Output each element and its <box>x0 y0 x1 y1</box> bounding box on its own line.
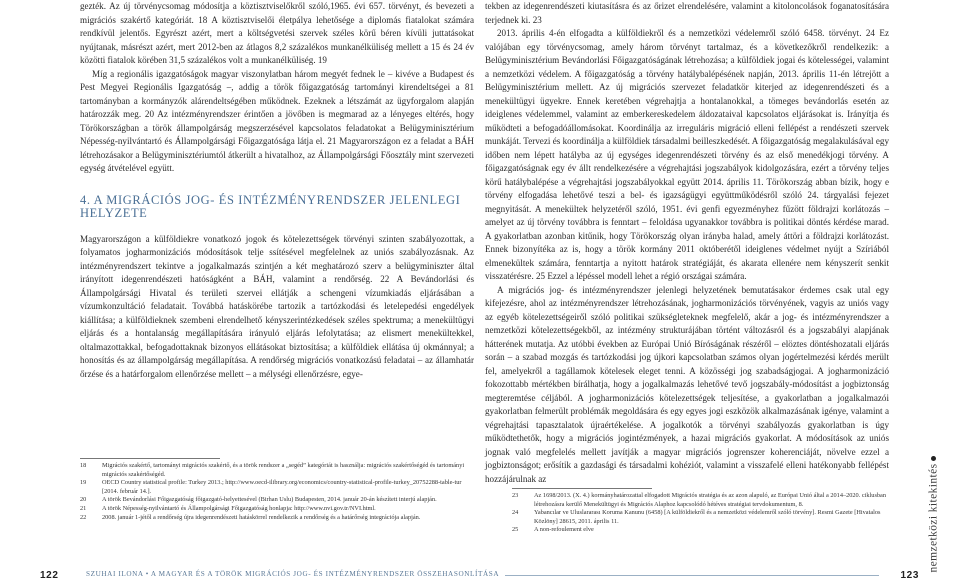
left-column <box>80 0 474 381</box>
footnotes-left <box>80 458 474 522</box>
section-side-tab <box>923 463 943 573</box>
right-paragraph-3: A migrációs jog- és intézményrendszer jelenlegi helyzetének bemutatásakor érdemes csak utal egy kifejezésre, ahol az intézményrendszer létrehozásának, jogharmonizációs törvényének, vagyis az uniós vagy az egyéb kötelezettségeiről szóló politikai szükségleteknek megfelelő, akár a jog- és intézményrendszer a nemzetközi kötelezettségekből, az intézmény strukturájában történt változásról és a jogszabályi alapjának hátterének mutatja. Az utóbbi években az Európai Unió Bíróságának részéről – elöztes döntéshozatali eljárás során – a szabad mozgás és tartózkodási jog újkori kapcsolatban számos olyan jogértelmezési kérdés merült fel, amelyekről a tagállamok kötelesek eleget tenni. A közösségi jog szabadságjogai. A jogharmonizáció fokozottabb mértékben bírálhatja, hogy a jogalkalmazás lehetővé tevő jogszabály-módosítást a jogbiztonság megteremtése céljából. A jogharmonizációs kötelezettségek teljesítése, a gyakorlatban a jogalkalmazói gyakorlatban felmerült problémák megoldására és egy egyes jogi eszközök alkalmazásának igénye, valamint a végrehajtási tapasztalatok újraértékelése. A jogalkotók a törvényi szabályozás gyakorlatban is úgy működtethetők, hogy a migrációs jogintézmények, a hazai migrációs gyakorlat. A módosítások az uniós jognak való megfelelés mellett javítják a magyar migrációs jogrenszer koherenciáját, növelve ezzel a jogbiztonságot; erősítik a gazdasági és társadalmi kohéziót, valamint a visszafelé elleni hatékonyabb fellépést hozzájárulnak az <box>485 284 889 484</box>
left-page-number: 122 <box>36 570 63 581</box>
right-paragraph-1: tekben az idegenrendészeti kiutasításra és az őrizet elrendelésére, valamint a kitoloncolások foganatosítására terjednek ki. 23 <box>485 1 889 25</box>
footnotes-right <box>512 488 889 535</box>
footnote-18: 18 Migrációs szakértő, tartományi migrációs szakértő, és a török rendszer a „segéd” kategóriát is használja: migrációs szakértőségéd és tartományi migrációs szakértőségéd. <box>80 462 465 478</box>
side-tab-label: nemzetközi kitekintés <box>927 463 939 573</box>
page-footer <box>0 570 959 584</box>
left-paragraph-1: gezték. Az új törvénycsomag módosítja a köztisztviselőkről szóló,1965. évi 657. törvényt, és bevezeti a migrációs szakértő kategóriát. 18 A köztisztviselői életpálya lehetősége a diplomás fiatalokat számára rendkívül jelentős. Egyrészt azért, mert a költségvetési szervek széles körű béren kívüli juttatásokat nyújtanak, másrészt azért, mert 2012-ben az átlagos 8,2 százalékos munkanélküliség mellett a 15 és 24 év közötti fiatalok körében 31,5 százalékos volt a munkanélküliség. 19 <box>80 1 474 65</box>
running-title: SZUHAI ILONA • A MAGYAR ÉS A TÖRÖK MIGRÁCIÓS JOG- ÉS INTÉZMÉNYRENDSZER ÖSSZEHASONLÍTÁSA <box>80 570 505 578</box>
left-paragraph-3: Magyarországon a külföldiekre vonatkozó jogok és kötelezettségek törvényi szinten szabályozottak, a folyamatos jogharmonizációs módosítások telje ssítésével megfelelnek az uniós szabályozásnak. Az intézményrendszert tekintve a jogalkalmazás szintjén a két meghatározó szerv a belügyminiszter által irányított idegenrendészeti hatóságként a BÁH, valamint a rendőrség. 22 A Bevándorlási és Állampolgársági Hivatal és területi szervei ellátják a schengeni vízumkiadás eljárásában a vízumkonzultáció feladatait. Továbbá hatáskörébe tartozik a tartózkodási és letelepedési engedélyek kiállítása; a külföldieknek szembeni elrendelhető kényszerintézkedések széles spektruma; a menekültügyi eljárás és a hontalanság megállapítására irányuló eljárás lefolytatása; az elismert menekültekkel, oltalmazottakkal, befogadottaknak bizonyos ellátásokat biztosítása; a külföldiek ellátása új okmánnyal; a honosítás és az állampolgárság megállapítása. A rendőrség migrációs vonatkozású feladatai – az államhatár őrzése és a határforgalom ellenőrzése mellett – a mélységi ellenőrzésre, egye- <box>80 233 474 379</box>
section-heading: 4. A MIGRÁCIÓS JOG- ÉS INTÉZMÉNYRENDSZER JELENLEGI HELYZETE <box>80 192 461 220</box>
footnote-25: 25 A non-refoulement elve <box>512 526 594 534</box>
footnote-22: 22 2008. január 1-jétől a rendőrség újra idegenrendészeti hatáskörrel rendelkezik a rendőrség és a határőrség integrációja alapján. <box>80 513 421 521</box>
right-page-number: 123 <box>897 570 924 581</box>
footnote-24: 24 Yabancılar ve Uluslararası Koruma Kanunu (6458) [A külföldiekről és a nemzetközi védelemről szóló törvény]. Resmi Gazete [Hivatalos Közlöny] 28615, 2011. április 11. <box>512 509 881 525</box>
side-bullet-icon <box>931 456 936 461</box>
footnote-19: 19 OECD Country statistical profile: Turkey 2013.; http://www.oecd-ilibrary.org/economics/country-statistical-profile-turkey_20752288-table-tur [2014. február 14.]. <box>80 479 462 495</box>
footnote-divider <box>80 458 220 459</box>
footnote-23: 23 Az 1698/2013. (X. 4.) kormányhatározattal elfogadott Migrációs stratégia és az azon alapuló, az Európai Unió által a 2014–2020. ciklusban létrehozásra kerülő Menekültügyi és Migrációs Alaphoz kapcsolódó hétéves stratégiai tervdokumentum, 8. <box>512 492 886 508</box>
right-column <box>485 0 889 486</box>
footnote-21: 21 A török Népesség-nyilvántartó és Állampolgársági Főigazgatóság honlapja: http://www.nvi.gov.tr/NVI.html. <box>80 504 376 512</box>
right-paragraph-2: 2013. április 4-én elfogadta a külföldiekről és a nemzetközi védelemről szóló 6458. törvényt. 24 Ez valójában egy törvénycsomag, amely három törvényt tartalmaz, és a következőkről rendelkezik: a Belügyminisztérium Bevándorlási Főigazgatóságának létrehozása; a külföldiek jogai és kötelességei, valamint a nemzetközi védelem. A főigazgatóság a törvény hatálybalépésének napján, 2013. április 11-én létrejött a Belügyminisztérium mellett. Az új migrációs szervezet feladatkör kiterjed az idegenrendészeti és a menekültügyi ügyekre. Ennek keretében végrehajtja a hontalanokkal, a tömeges bevándorlás esetén az ideiglenes védelemmel, valamint az emberkereskedelem áldozataival kapcsolatos eljárásokat is. Irányítja és működteti a befogadóállomásokat. Koordinálja az irreguláris migráció elleni fellépést a rendészeti szervek munkáját. Tervezi és koordinálja a külföldiek társadalmi beilleszkedését. A főigazgatóság megalakulásával egy időben nem lépett hatályba az új egységes idegenrendészeti törvény és az első menedékjogi törvény. A főigazgatóságnak egy év állt rendelkezésére a végrehajtási jogszabályok kidolgozására, ezért a törvény teljes körű hatálybalépése a végrehajtási jogszabályokkal együtt 2014. április 11. Törökország abban bízik, hogy e törvény elfogadása lehetővé teszi a bel- és igazságügyi együttműködésről szóló 24. tárgyalási fejezet megnyitását. A menekültek helyzetéről szóló, 1951. évi genfi egyezményhez fűzött földrajzi korlátozás – amelyet az új törvény továbbra is fenntart – feloldása ugyanakkor továbbra is politikai döntés kérdése marad. A gyakorlatban azonban kitűnik, hogy Törökország olyan irányba halad, amely áttöri a földrajzi korlátozást. Ennek bizonyítéka az is, hogy a török kormány 2011 októberétől ideiglenes védelmet nyújt a Szíriából elmenekültek számára, fenntartja a nyitott határok stratégiáját, és akarata ellenére nem kényszerít senkit visszatérésre. 25 Ezzel a lépéssel modell lehet a régió országai számára. <box>485 28 889 281</box>
footnote-divider <box>512 488 652 489</box>
footnote-20: 20 A török Bevándorlási Főigazgatóság főigazgató-helyettesével (Birhan Uslu) Budapesten, 2014. január 20-án készített interjú alapján. <box>80 496 437 504</box>
left-paragraph-2: Míg a regionális igazgatóságok magyar viszonylatban három megyét fednek le – kivéve a Budapest és Pest Megyei Regionális Igazgatóság –, addig a török főigazgatóság tartományi kirendeltségei a 81 tartományban a kormányzók alárendeltségében működnek. Ezeknek a létszámát az ügyforgalom alapján határozzák meg. 20 Az intézményrendszer érintően a jövőben is megmarad az a lényeges eltérés, hogy Törökországban a török állampolgárság megszerzésével kapcsolatos feladatokat a Belügyminisztérium Népesség-nyilvántartó és Állampolgársági Főigazgatósága látja el. 21 Magyarországon ez a feladat a BÁH létrehozásakor a Belügyminisztériumtól átkerült a hivatalhoz, az Állampolgársági Főosztály mint szervezeti egység átvételével együtt. <box>80 68 474 173</box>
